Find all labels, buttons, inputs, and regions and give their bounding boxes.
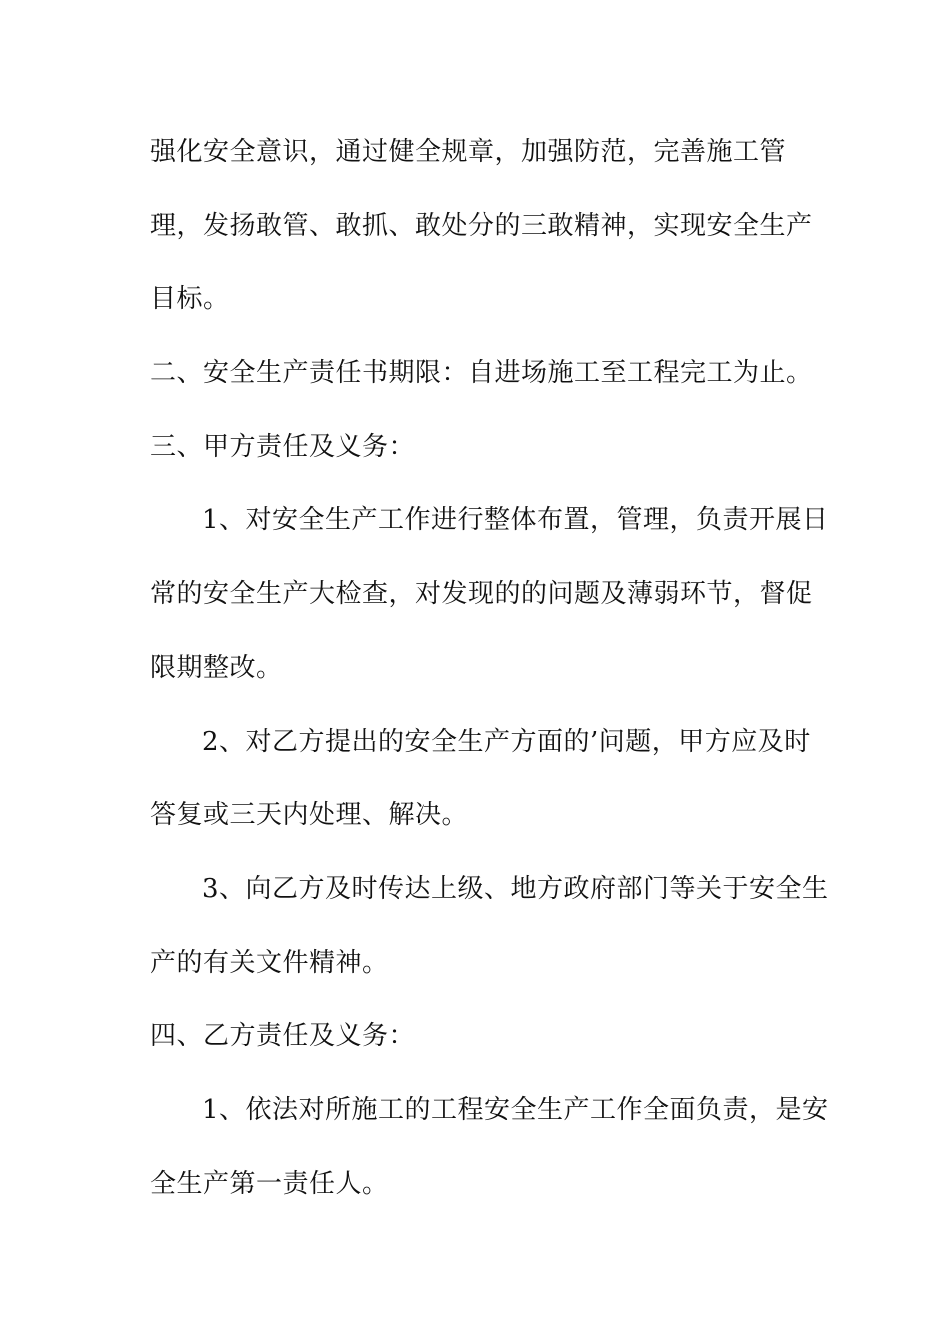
paragraph-line: 强化安全意识，通过健全规章，加强防范，完善施工管: [150, 137, 787, 167]
clause-a2-line: 2、对乙方提出的安全生产方面的’问题，甲方应及时: [202, 726, 811, 757]
section-heading-term: 二、安全生产责任书期限：自进场施工至工程完工为止。: [150, 358, 813, 389]
clause-a1-line: 限期整改。: [150, 652, 283, 683]
clause-a3-line: 3、向乙方及时传达上级、地方政府部门等关于安全生: [202, 873, 829, 904]
section-heading-party-b: 四、乙方责任及义务：: [150, 1021, 416, 1052]
clause-b1-line: 全生产第一责任人。: [150, 1168, 389, 1199]
section-heading-party-a: 三、甲方责任及义务：: [150, 431, 416, 462]
clause-a2-line: 答复或三天内处理、解决。: [150, 800, 469, 831]
clause-a3-line: 产的有关文件精神。: [150, 947, 389, 978]
paragraph-line: 目标。: [150, 284, 230, 315]
clause-a1-line: 1、对安全生产工作进行整体布置，管理，负责开展日: [202, 505, 829, 536]
clause-a1-line: 常的安全生产大检查，对发现的的问题及薄弱环节，督促: [150, 579, 813, 610]
document-body: [150, 126, 829, 1231]
clause-b1-line: 1、依法对所施工的工程安全生产工作全面负责，是安: [202, 1094, 829, 1125]
paragraph-line: 理，发扬敢管、敢抓、敢处分的三敢精神，实现安全生产: [150, 210, 813, 241]
